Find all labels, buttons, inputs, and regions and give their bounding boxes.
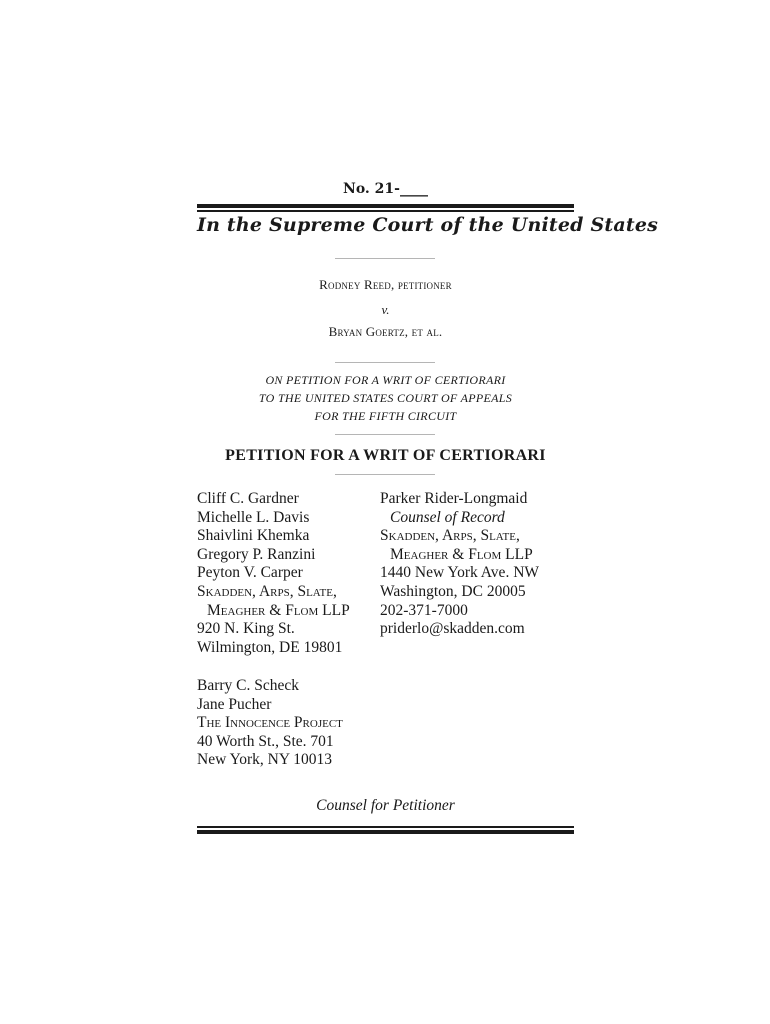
firm-address-city: Washington, DC 20005: [380, 582, 526, 600]
firm-address-street: 1440 New York Ave. NW: [380, 564, 540, 582]
counsel-name: Shaivlini Khemka: [197, 527, 310, 545]
versus-text: v.: [381, 302, 390, 317]
divider-rule: [335, 362, 435, 363]
bottom-rule-thick: [197, 830, 574, 834]
email-address: priderlo@skadden.com: [380, 620, 525, 638]
counsel-name: Cliff C. Gardner: [197, 490, 299, 507]
on-petition-line-2: TO THE UNITED STATES COURT OF APPEALS: [258, 391, 513, 405]
top-rule-thin: [197, 210, 574, 212]
counsel-right-block: [380, 490, 539, 639]
divider-rule: [335, 434, 435, 435]
phone-number: 202-371-7000: [380, 601, 468, 619]
counsel-name: Gregory P. Ranzini: [197, 545, 316, 563]
counsel-of-record-name: Parker Rider-Longmaid: [380, 490, 528, 507]
divider-rule: [335, 474, 435, 475]
divider-rule: [335, 258, 435, 259]
bottom-rule-thin: [197, 826, 574, 828]
organization-name: The Innocence Project: [197, 714, 343, 732]
counsel-name: Peyton V. Carper: [197, 564, 303, 582]
counsel-name: Barry C. Scheck: [197, 677, 300, 694]
respondent-name: Bryan Goertz, et al.: [328, 324, 443, 339]
petition-cover-page: [197, 0, 659, 1024]
firm-name-line-1: Skadden, Arps, Slate,: [197, 582, 337, 600]
firm-name-line-2: Meagher & Flom LLP: [390, 545, 533, 563]
court-title: In the Supreme Court of the United States: [197, 214, 659, 236]
on-petition-line-3: FOR THE FIFTH CIRCUIT: [314, 409, 457, 423]
top-rule-thick: [197, 204, 574, 208]
firm-address-street: 920 N. King St.: [197, 620, 295, 638]
counsel-name: Jane Pucher: [197, 695, 272, 713]
petitioner-name: Rodney Reed, petitioner: [319, 277, 452, 292]
docket-number: No. 21-____: [343, 181, 428, 197]
counsel-of-record-label: Counsel of Record: [390, 508, 505, 526]
petition-title: PETITION FOR A WRIT OF CERTIORARI: [225, 447, 546, 464]
firm-name-line-2: Meagher & Flom LLP: [207, 601, 350, 619]
counsel-innocence-block: [197, 677, 343, 770]
on-petition-line-1: ON PETITION FOR A WRIT OF CERTIORARI: [265, 373, 506, 387]
counsel-name: Michelle L. Davis: [197, 508, 310, 526]
counsel-left-block: [197, 490, 350, 657]
organization-address-street: 40 Worth St., Ste. 701: [197, 732, 334, 750]
firm-address-city: Wilmington, DE 19801: [197, 638, 343, 656]
organization-address-city: New York, NY 10013: [197, 751, 333, 769]
counsel-for-label: Counsel for Petitioner: [316, 797, 455, 814]
firm-name-line-1: Skadden, Arps, Slate,: [380, 527, 520, 545]
